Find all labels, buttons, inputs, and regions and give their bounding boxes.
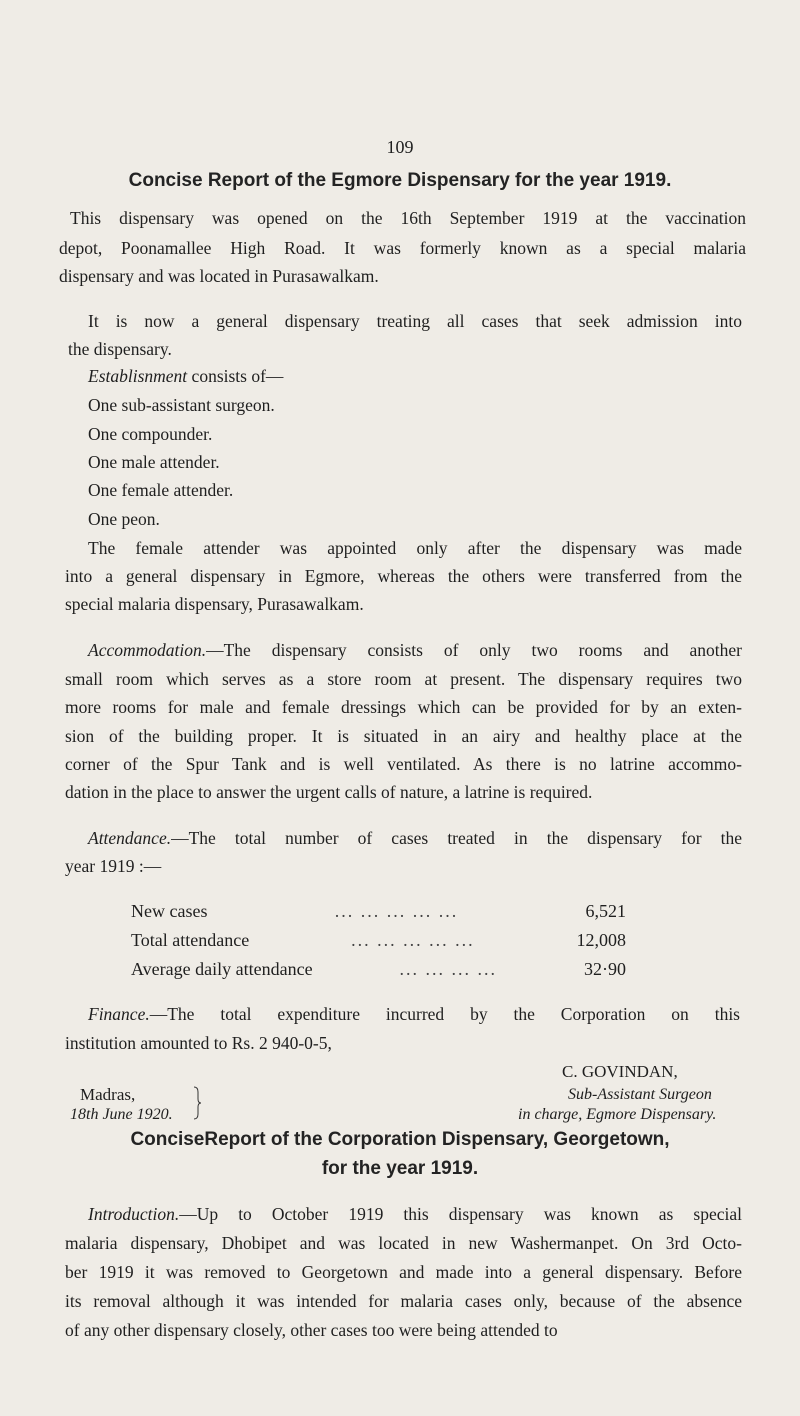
- paragraph-line: malaria dispensary, Dhobipet and was located in new Washermanpet. On 3rd Octo-: [65, 1233, 742, 1253]
- paragraph-line: the dispensary.: [68, 339, 172, 359]
- row-leader: ... ... ... ... ...: [351, 930, 475, 950]
- staff-item: One sub-assistant surgeon.: [88, 395, 275, 415]
- brace-icon: [192, 1086, 202, 1120]
- signature-charge: in charge, Egmore Dispensary.: [518, 1106, 717, 1123]
- paragraph-line: The female attender was appointed only after the dispensary was made: [88, 538, 742, 558]
- paragraph-line: of any other dispensary closely, other cases too were being attended to: [65, 1320, 558, 1340]
- place: Madras,: [80, 1085, 136, 1104]
- accommodation-line: [88, 640, 742, 661]
- georgetown-report-year: for the year 1919.: [321, 1158, 479, 1179]
- accommodation-label: Accommodation.: [88, 640, 207, 660]
- finance-line: [88, 1004, 740, 1025]
- row-value: 12,008: [576, 930, 626, 950]
- establishment-rest: consists of—: [187, 366, 284, 386]
- paragraph-line: ber 1919 it was removed to Georgetown and made into a general dispensary. Before: [65, 1262, 742, 1282]
- paragraph-line: special malaria dispensary, Purasawalkam.: [65, 594, 364, 614]
- row-label: Total attendance: [131, 930, 250, 950]
- staff-item: One compounder.: [88, 424, 213, 444]
- row-leader: ... ... ... ...: [399, 959, 498, 979]
- date: 18th June 1920.: [70, 1106, 173, 1123]
- row-label: New cases: [131, 901, 208, 921]
- signature-name: C. GOVINDAN,: [562, 1062, 678, 1081]
- row-value: 32·90: [584, 959, 626, 979]
- finance-text: —The total expenditure incurred by the Corporation on this: [149, 1004, 740, 1024]
- paragraph-line: dation in the place to answer the urgent calls of nature, a latrine is required.: [65, 782, 593, 802]
- attendance-row-total: [131, 930, 626, 952]
- attendance-text: —The total number of cases treated in the dispensary for the: [171, 828, 742, 848]
- paragraph-line: dispensary and was located in Purasawalkam.: [59, 266, 379, 286]
- staff-item: One female attender.: [88, 480, 234, 500]
- staff-item: One male attender.: [88, 452, 220, 472]
- paragraph-line: sion of the building proper. It is situated in an airy and healthy place at the: [65, 726, 742, 746]
- attendance-row-average: [131, 959, 626, 981]
- paragraph-line: its removal although it was intended for malaria cases only, because of the absence: [65, 1291, 742, 1311]
- introduction-line: [88, 1204, 742, 1225]
- egmore-report-title: Concise Report of the Egmore Dispensary for the year 1919.: [128, 170, 672, 191]
- introduction-text: —Up to October 1919 this dispensary was known as special: [179, 1204, 742, 1224]
- establishment-heading: [88, 366, 283, 387]
- paragraph-line: year 1919 :—: [65, 856, 162, 876]
- finance-label: Finance.: [88, 1004, 150, 1024]
- paragraph-line: institution amounted to Rs. 2 940-0-5,: [65, 1033, 332, 1053]
- paragraph-line: depot, Poonamallee High Road. It was formerly known as a special malaria: [59, 238, 746, 258]
- introduction-label: Introduction.: [88, 1204, 180, 1224]
- staff-item: One peon.: [88, 509, 160, 529]
- paragraph-line: corner of the Spur Tank and is well ventilated. As there is no latrine accommo-: [65, 754, 742, 774]
- establishment-label: Establisnment: [88, 366, 188, 386]
- paragraph-line: This dispensary was opened on the 16th September 1919 at the vaccination: [70, 208, 746, 228]
- signature-title: Sub-Assistant Surgeon: [568, 1086, 712, 1103]
- georgetown-report-title: ConciseReport of the Corporation Dispensary, Georgetown,: [130, 1129, 670, 1150]
- attendance-line: [88, 828, 742, 849]
- row-leader: ... ... ... ... ...: [334, 901, 459, 921]
- paragraph-line: more rooms for male and female dressings which can be provided for by an exten-: [65, 697, 742, 717]
- page-number: 109: [386, 137, 414, 157]
- attendance-label: Attendance.: [88, 828, 172, 848]
- row-label: Average daily attendance: [131, 959, 313, 979]
- attendance-row-new-cases: [131, 901, 626, 923]
- accommodation-text: —The dispensary consists of only two rooms and another: [206, 640, 742, 660]
- paragraph-line: into a general dispensary in Egmore, whereas the others were transferred from the: [65, 566, 742, 586]
- paragraph-line: It is now a general dispensary treating all cases that seek admission into: [88, 311, 742, 331]
- row-value: 6,521: [585, 901, 626, 921]
- paragraph-line: small room which serves as a store room at present. The dispensary requires two: [65, 669, 742, 689]
